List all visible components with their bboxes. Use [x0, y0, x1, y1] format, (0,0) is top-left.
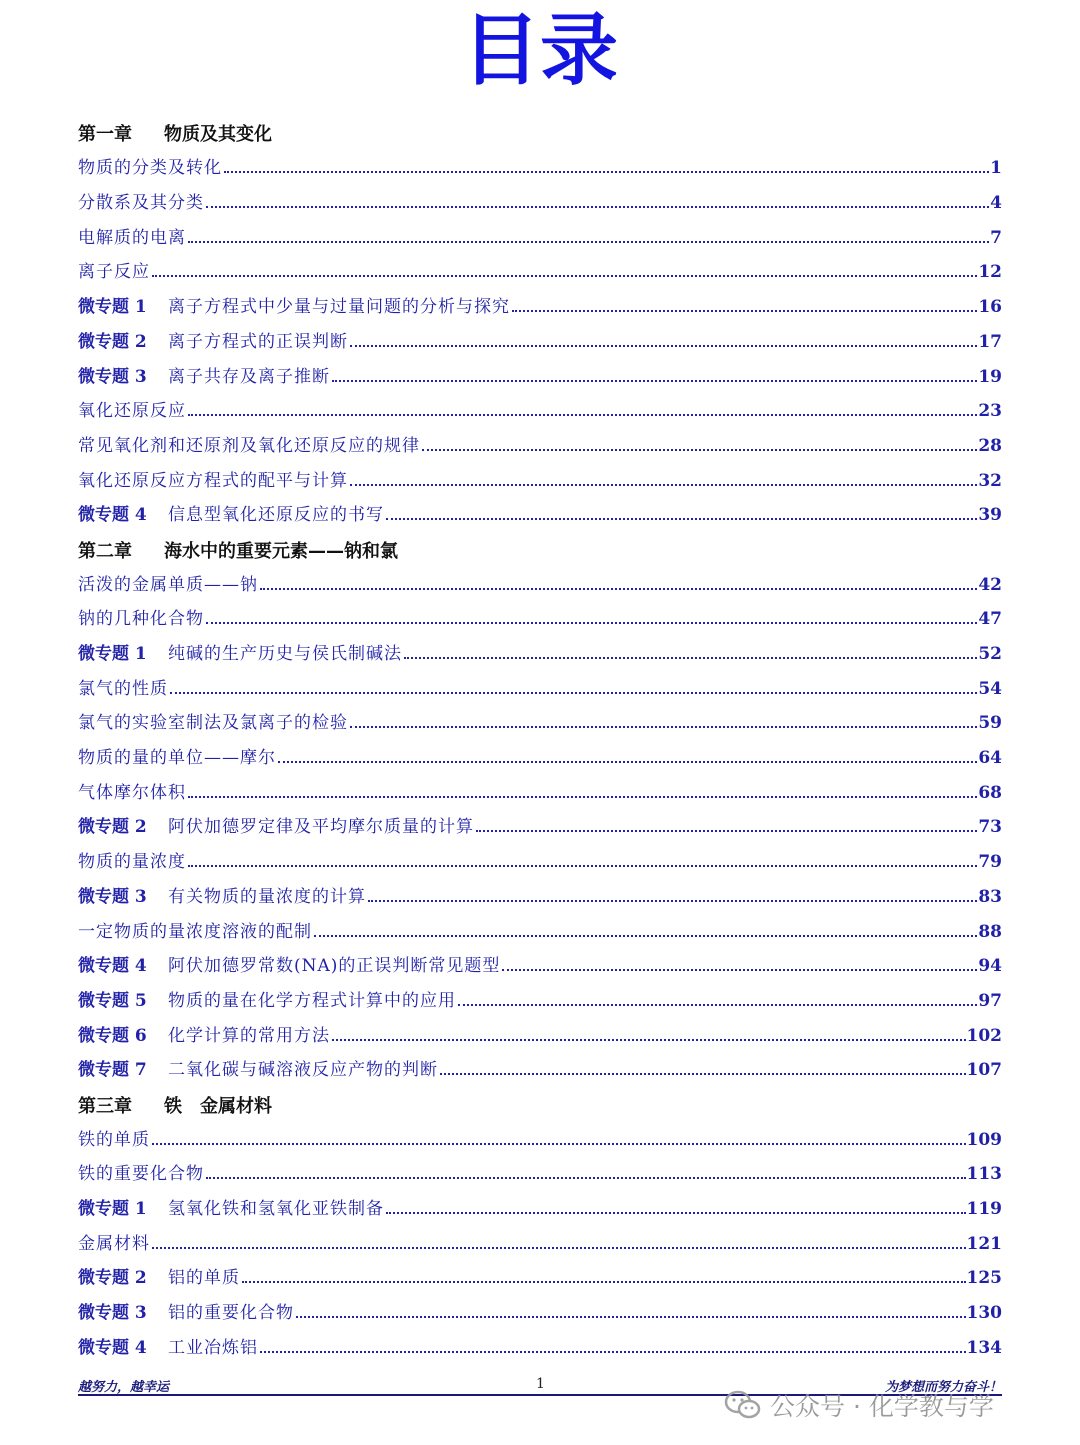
- toc-entry-prefix: 微专题 2: [78, 1268, 147, 1289]
- toc-entry-page-number: 32: [978, 470, 1002, 491]
- chapter-name: 海水中的重要元素——钠和氯: [164, 540, 398, 562]
- toc-entry-page-number: 130: [966, 1303, 1002, 1324]
- toc-entry[interactable]: [78, 1261, 1002, 1296]
- toc-entry-prefix: 微专题 3: [78, 1303, 147, 1324]
- toc-entry-label: 金属材料: [78, 1233, 150, 1254]
- toc-entry[interactable]: [78, 498, 1002, 533]
- toc-entry-label: 物质的量浓度: [78, 852, 186, 873]
- wechat-icon: [724, 1390, 762, 1420]
- toc-entry[interactable]: [78, 151, 1002, 186]
- toc-entry-label: 常见氧化剂和还原剂及氧化还原反应的规律: [78, 435, 420, 456]
- toc-entry-page-number: 17: [978, 331, 1002, 352]
- toc-entry-page-number: 12: [978, 262, 1002, 283]
- toc-entry[interactable]: [78, 185, 1002, 220]
- dot-leader: [260, 588, 977, 590]
- chapter-heading: [78, 116, 1002, 151]
- toc-entry-label: 离子方程式的正误判断: [168, 331, 348, 352]
- toc-entry[interactable]: [78, 706, 1002, 741]
- dot-leader: [314, 935, 977, 937]
- dot-leader: [332, 1039, 966, 1041]
- toc-entry-page-number: 47: [978, 609, 1002, 630]
- dot-leader: [386, 1212, 966, 1214]
- dot-leader: [188, 865, 977, 867]
- toc-entry-page-number: 64: [978, 748, 1002, 769]
- toc-entry-page-number: 59: [978, 713, 1002, 734]
- dot-leader: [296, 1316, 966, 1318]
- toc-entry-label: 信息型氧化还原反应的书写: [168, 505, 384, 526]
- toc-entry[interactable]: [78, 810, 1002, 845]
- toc-entry-label: 离子方程式中少量与过量问题的分析与探究: [168, 297, 510, 318]
- dot-leader: [224, 171, 989, 173]
- toc-entry[interactable]: [78, 983, 1002, 1018]
- toc-entry-prefix: 微专题 5: [78, 990, 147, 1011]
- toc-entry[interactable]: [78, 1295, 1002, 1330]
- toc-entry-page-number: 73: [978, 817, 1002, 838]
- chapter-heading: [78, 1087, 1002, 1122]
- dot-leader: [350, 345, 977, 347]
- dot-leader: [152, 275, 977, 277]
- toc-entry-label: 离子共存及离子推断: [168, 366, 330, 387]
- toc-entry-label: 物质的量在化学方程式计算中的应用: [168, 990, 456, 1011]
- toc-entry-page-number: 39: [978, 505, 1002, 526]
- toc-entry-label: 氯气的性质: [78, 678, 168, 699]
- toc-entry-label: 气体摩尔体积: [78, 782, 186, 803]
- toc-entry-label: 分散系及其分类: [78, 193, 204, 214]
- toc-entry-label: 化学计算的常用方法: [168, 1025, 330, 1046]
- toc-entry-page-number: 102: [966, 1025, 1002, 1046]
- watermark: [724, 1388, 994, 1422]
- toc-entry-prefix: 微专题 3: [78, 886, 147, 907]
- toc-entry-page-number: 7: [990, 227, 1002, 248]
- toc-entry-label: 氢氧化铁和氢氧化亚铁制备: [168, 1199, 384, 1219]
- dot-leader: [458, 1004, 977, 1006]
- toc-entry-page-number: 88: [978, 921, 1002, 942]
- toc-entry[interactable]: [78, 740, 1002, 775]
- dot-leader: [350, 726, 977, 728]
- toc-entry-label: 纯碱的生产历史与侯氏制碱法: [168, 644, 402, 664]
- table-of-contents: [78, 116, 1002, 1365]
- toc-entry-label: 铝的重要化合物: [168, 1303, 294, 1324]
- toc-entry-page-number: 134: [966, 1337, 1002, 1358]
- watermark-text: 公众号 · 化学教与学: [770, 1392, 994, 1421]
- page-title: 目录: [461, 6, 618, 96]
- toc-entry-prefix: 微专题 4: [78, 956, 147, 977]
- toc-entry-label: 物质的量的单位——摩尔: [78, 748, 276, 769]
- toc-entry[interactable]: [78, 1122, 1002, 1157]
- toc-entry-prefix: 微专题 2: [78, 331, 147, 352]
- toc-entry-prefix: 微专题 3: [78, 366, 147, 387]
- dot-leader: [188, 796, 977, 798]
- toc-entry-page-number: 107: [966, 1060, 1002, 1081]
- dot-leader: [188, 241, 989, 243]
- toc-entry-page-number: 97: [978, 990, 1002, 1011]
- toc-entry[interactable]: [78, 949, 1002, 984]
- dot-leader: [188, 414, 977, 416]
- toc-entry-label: 铁的重要化合物: [78, 1164, 204, 1185]
- toc-entry[interactable]: [78, 602, 1002, 637]
- toc-entry[interactable]: [78, 289, 1002, 324]
- toc-entry-page-number: 52: [978, 644, 1002, 664]
- dot-leader: [422, 449, 977, 451]
- toc-entry-prefix: 微专题 1: [78, 1199, 147, 1219]
- footer-motto-right: 为梦想而努力奋斗！: [884, 1380, 1002, 1395]
- toc-entry[interactable]: [78, 1226, 1002, 1261]
- toc-entry-page-number: 79: [978, 852, 1002, 873]
- chapter-name: 铁 金属材料: [164, 1095, 272, 1117]
- dot-leader: [440, 1073, 966, 1075]
- toc-entry-label: 阿伏加德罗定律及平均摩尔质量的计算: [168, 817, 474, 838]
- toc-entry-label: 工业冶炼铝: [168, 1337, 258, 1358]
- dot-leader: [170, 692, 977, 694]
- toc-entry-page-number: 1: [990, 158, 1002, 179]
- toc-entry[interactable]: [78, 844, 1002, 879]
- dot-leader: [278, 761, 977, 763]
- toc-entry[interactable]: [78, 567, 1002, 602]
- chapter-heading: [78, 532, 1002, 567]
- toc-entry[interactable]: [78, 220, 1002, 255]
- toc-entry-page-number: 42: [978, 574, 1002, 595]
- toc-entry-page-number: 19: [978, 366, 1002, 387]
- toc-entry[interactable]: [78, 1330, 1002, 1365]
- toc-entry-prefix: 微专题 4: [78, 1337, 147, 1358]
- toc-entry[interactable]: [78, 775, 1002, 810]
- toc-entry-label: 铁的单质: [78, 1129, 150, 1150]
- toc-entry-label: 活泼的金属单质——钠: [78, 574, 258, 595]
- chapter-number: 第二章: [78, 540, 132, 562]
- toc-entry-prefix: 微专题 1: [78, 644, 147, 664]
- toc-entry[interactable]: [78, 1191, 1002, 1226]
- toc-entry-prefix: 微专题 2: [78, 817, 147, 838]
- toc-entry-label: 阿伏加德罗常数(NA)的正误判断常见题型: [168, 956, 501, 977]
- dot-leader: [206, 206, 989, 208]
- toc-entry-label: 铝的单质: [168, 1268, 240, 1289]
- dot-leader: [152, 1247, 966, 1249]
- footer-motto-left: 越努力，越幸运: [78, 1380, 170, 1395]
- dot-leader: [404, 657, 977, 659]
- footer-page-number: 1: [536, 1376, 545, 1392]
- chapter-number: 第一章: [78, 124, 132, 146]
- toc-entry-page-number: 94: [978, 956, 1002, 977]
- toc-entry[interactable]: [78, 463, 1002, 498]
- toc-entry-page-number: 23: [978, 401, 1002, 422]
- dot-leader: [152, 1143, 966, 1145]
- toc-entry-label: 氧化还原反应: [78, 401, 186, 422]
- toc-entry[interactable]: [78, 1018, 1002, 1053]
- toc-entry-page-number: 113: [966, 1164, 1002, 1185]
- toc-entry[interactable]: [78, 914, 1002, 949]
- dot-leader: [476, 830, 977, 832]
- toc-entry-label: 有关物质的量浓度的计算: [168, 886, 366, 907]
- toc-entry[interactable]: [78, 428, 1002, 463]
- toc-entry-page-number: 109: [966, 1129, 1002, 1150]
- toc-entry[interactable]: [78, 636, 1002, 671]
- toc-entry-label: 氯气的实验室制法及氯离子的检验: [78, 713, 348, 734]
- dot-leader: [260, 1351, 966, 1353]
- toc-entry-label: 物质的分类及转化: [78, 158, 222, 179]
- dot-leader: [368, 900, 977, 902]
- dot-leader: [332, 380, 977, 382]
- dot-leader: [242, 1281, 966, 1283]
- chapter-number: 第三章: [78, 1095, 132, 1117]
- toc-entry-prefix: 微专题 4: [78, 505, 147, 526]
- toc-entry[interactable]: [78, 671, 1002, 706]
- chapter-name: 物质及其变化: [164, 124, 272, 146]
- toc-entry[interactable]: [78, 879, 1002, 914]
- toc-entry-page-number: 16: [978, 297, 1002, 318]
- toc-entry-label: 钠的几种化合物: [78, 609, 204, 630]
- toc-entry[interactable]: [78, 359, 1002, 394]
- dot-leader: [350, 484, 977, 486]
- toc-entry-label: 离子反应: [78, 262, 150, 283]
- toc-entry-label: 二氧化碳与碱溶液反应产物的判断: [168, 1060, 438, 1081]
- dot-leader: [206, 622, 977, 624]
- toc-entry[interactable]: [78, 255, 1002, 290]
- dot-leader: [502, 969, 977, 971]
- toc-entry[interactable]: [78, 1053, 1002, 1088]
- toc-entry-page-number: 119: [966, 1199, 1002, 1219]
- dot-leader: [386, 518, 977, 520]
- toc-entry-label: 一定物质的量浓度溶液的配制: [78, 921, 312, 942]
- toc-entry-label: 氧化还原反应方程式的配平与计算: [78, 470, 348, 491]
- toc-entry[interactable]: [78, 394, 1002, 429]
- toc-entry-page-number: 83: [978, 886, 1002, 907]
- toc-entry-page-number: 54: [978, 678, 1002, 699]
- toc-entry-page-number: 28: [978, 435, 1002, 456]
- toc-entry-page-number: 125: [966, 1268, 1002, 1289]
- toc-entry-prefix: 微专题 7: [78, 1060, 147, 1081]
- dot-leader: [206, 1177, 966, 1179]
- toc-entry-prefix: 微专题 6: [78, 1025, 147, 1046]
- toc-entry-prefix: 微专题 1: [78, 297, 147, 318]
- toc-entry-page-number: 121: [966, 1233, 1002, 1254]
- toc-entry-page-number: 4: [990, 193, 1002, 214]
- toc-entry[interactable]: [78, 324, 1002, 359]
- toc-entry-label: 电解质的电离: [78, 227, 186, 248]
- dot-leader: [512, 310, 977, 312]
- toc-entry-page-number: 68: [978, 782, 1002, 803]
- toc-entry[interactable]: [78, 1157, 1002, 1192]
